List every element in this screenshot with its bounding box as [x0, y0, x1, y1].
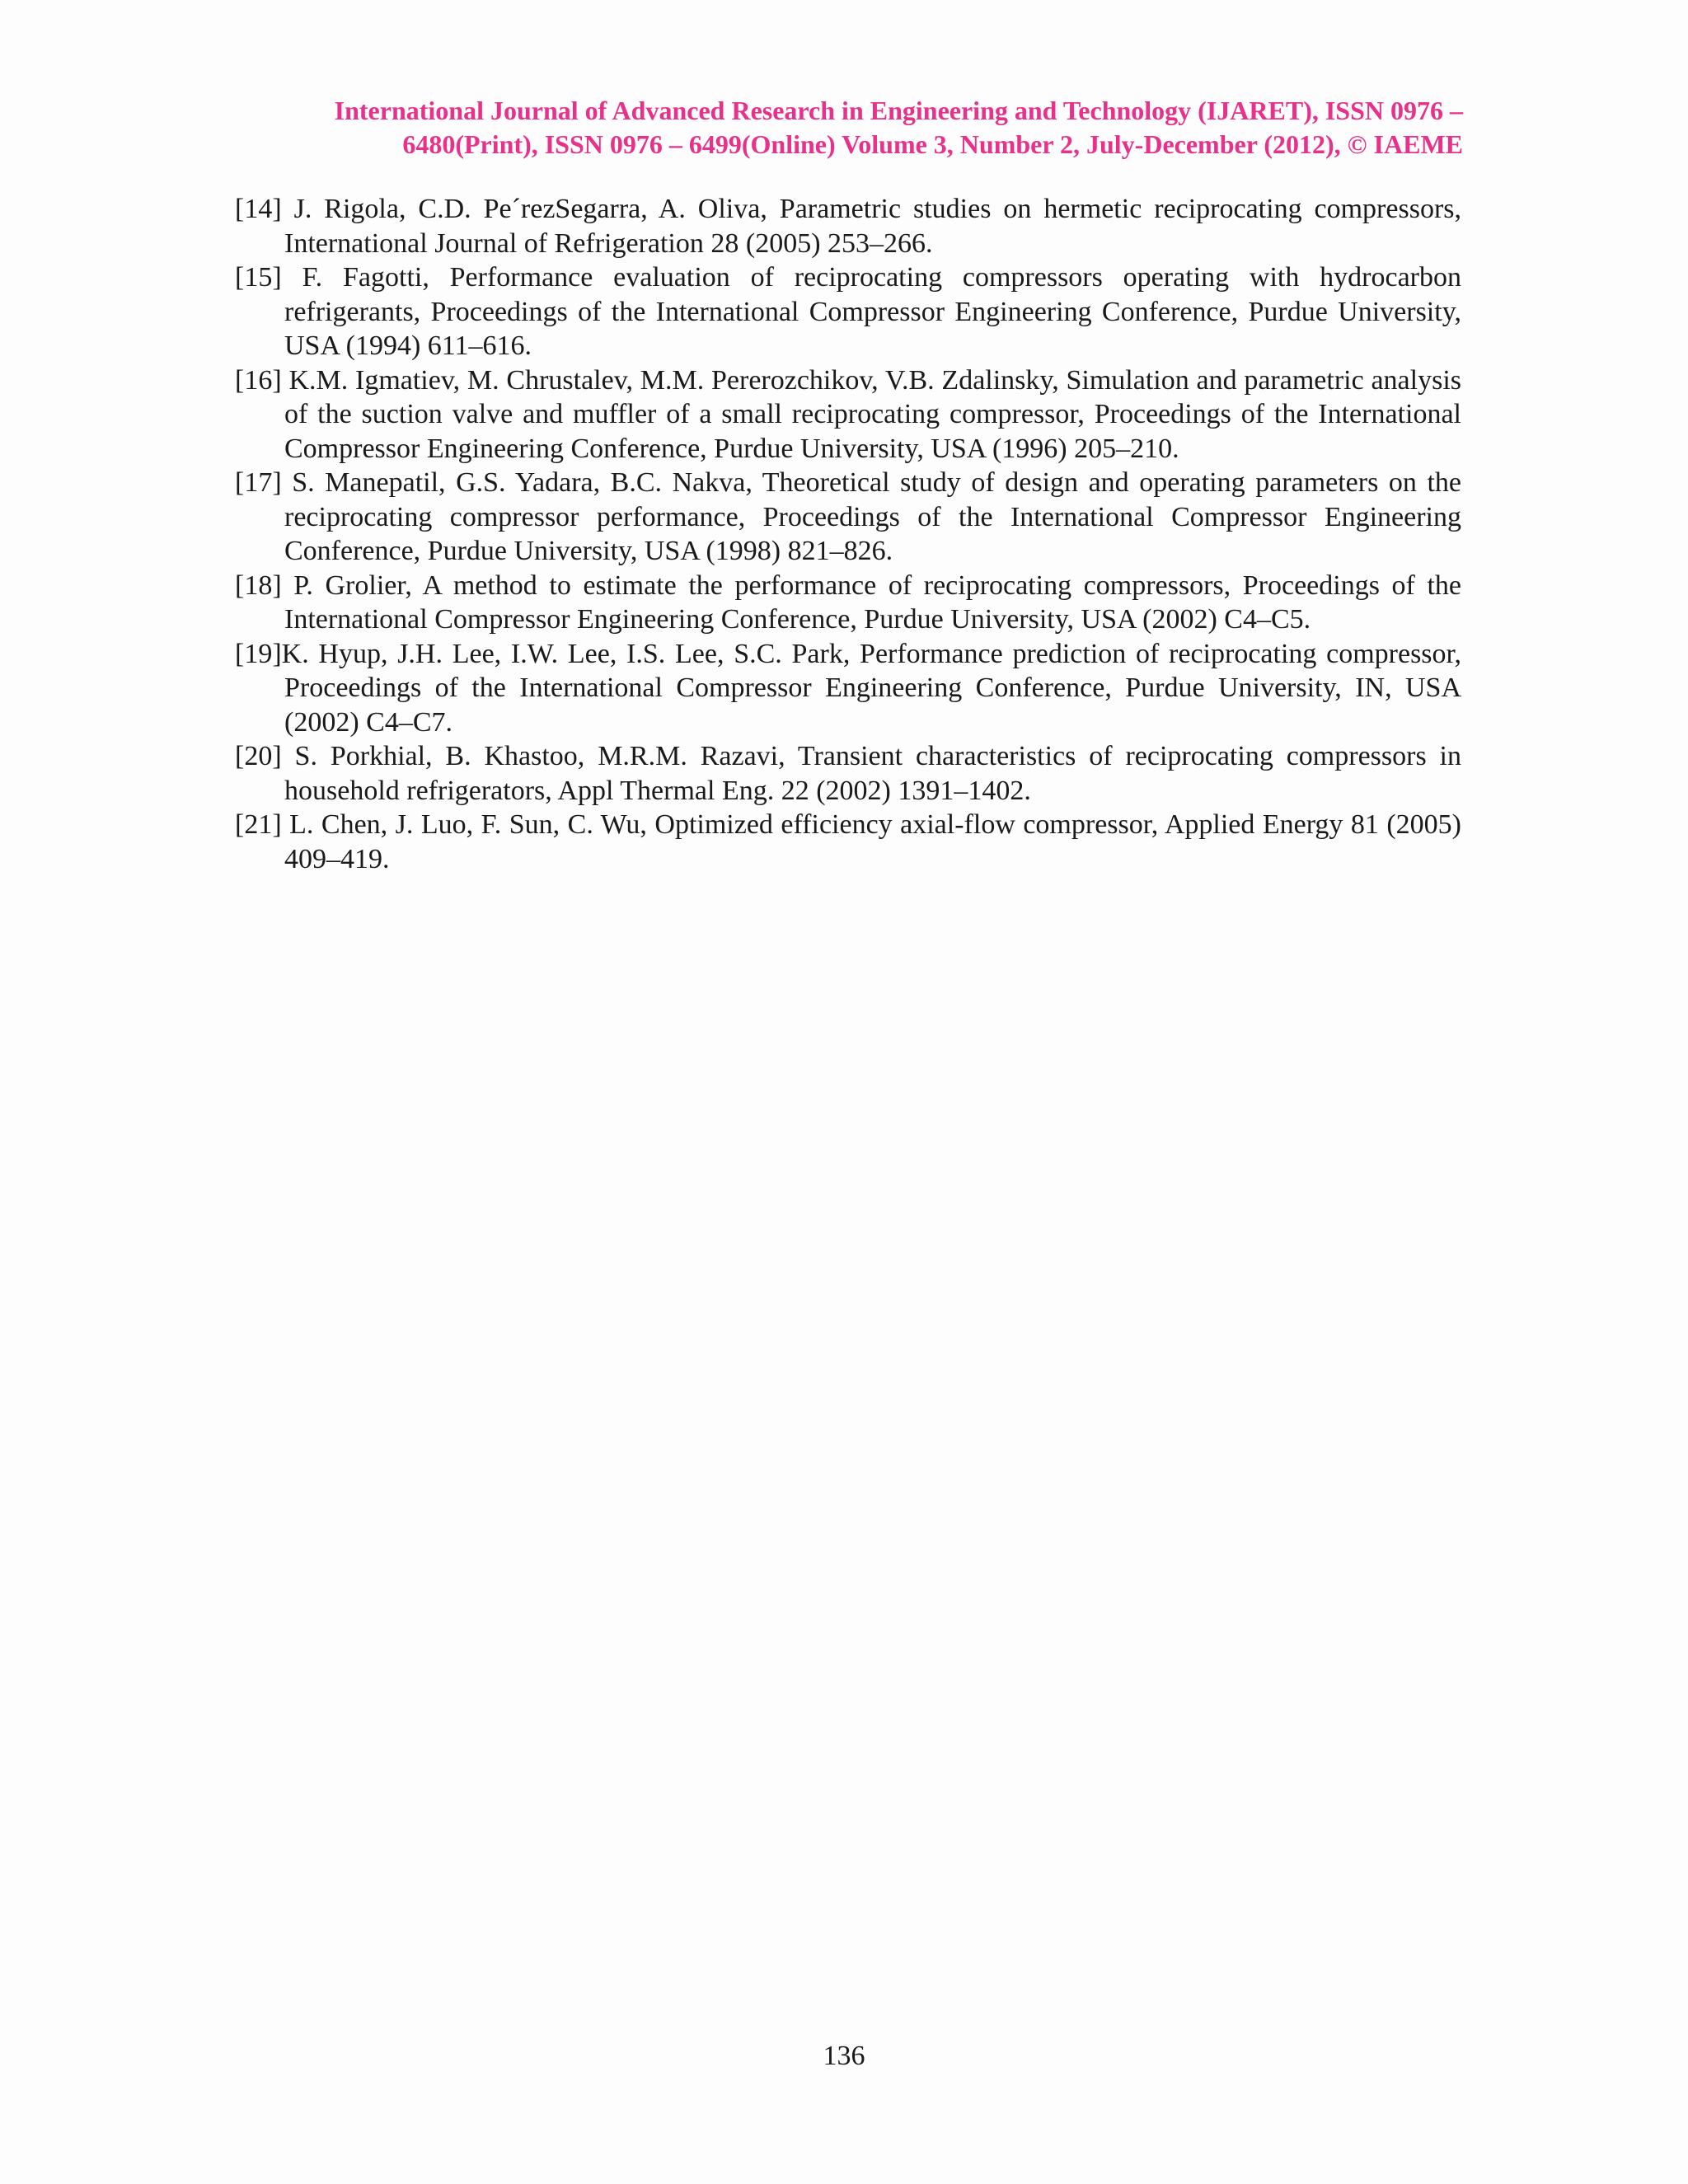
reference-text: L. Chen, J. Luo, F. Sun, C. Wu, Optimized efficiency axial-flow compressor, Applied Energy 81 (2005) 409–419. [284, 809, 1462, 874]
page-number: 136 [823, 2041, 865, 2071]
reference-item [235, 363, 1461, 466]
reference-text: F. Fagotti, Performance evaluation of reciprocating compressors operating with hydrocarbon refrigerants, Proceedings of the International Compressor Engineering Conference, Purdue University, USA (1994) 611–616. [284, 262, 1461, 361]
reference-item [235, 569, 1461, 637]
reference-text: S. Manepatil, G.S. Yadara, B.C. Nakva, Theoretical study of design and operating parameters on the reciprocating compressor performance, Proceedings of the International Compressor Engineering Conference, Purdue University, USA (1998) 821–826. [284, 467, 1461, 566]
reference-text: P. Grolier, A method to estimate the performance of reciprocating compressors, Proceedings of the International Compressor Engineering Conference, Purdue University, USA (2002) C4–C5. [284, 569, 1461, 635]
reference-number: [14] [235, 194, 282, 224]
reference-list [235, 192, 1461, 876]
reference-number: [18] [235, 569, 282, 601]
reference-number: [21] [235, 809, 282, 840]
reference-item [235, 637, 1461, 740]
reference-item [235, 466, 1461, 569]
reference-number: [16] [235, 364, 282, 396]
reference-text: K.M. Igmatiev, M. Chrustalev, M.M. Pererozchikov, V.B. Zdalinsky, Simulation and parametric analysis of the suction valve and muffler of a small reciprocating compressor, Proceedings of the International Compressor Engineering Conference, Purdue University, USA (1996) 205–210. [284, 364, 1461, 464]
reference-item [235, 739, 1461, 808]
journal-header-line-2: 6480(Print), ISSN 0976 – 6499(Online) Volume 3, Number 2, July-December (2012), © IAEME [402, 129, 1463, 159]
reference-number: [15] [235, 262, 282, 293]
reference-item [235, 192, 1461, 260]
reference-item [235, 260, 1461, 363]
reference-number: [17] [235, 467, 282, 498]
reference-item [235, 808, 1461, 876]
reference-text: S. Porkhial, B. Khastoo, M.R.M. Razavi, Transient characteristics of reciprocating compressors in household refrigerators, Appl Thermal Eng. 22 (2002) 1391–1402. [284, 741, 1461, 806]
reference-text: J. Rigola, C.D. Pe´rezSegarra, A. Oliva, Parametric studies on hermetic reciprocating compressors, International Journal of Refrigeration 28 (2005) 253–266. [284, 194, 1461, 259]
reference-text: K. Hyup, J.H. Lee, I.W. Lee, I.S. Lee, S.C. Park, Performance prediction of reciprocating compressor, Proceedings of the International Compressor Engineering Conference, Purdue University, IN, USA (2002) C4–C7. [281, 638, 1461, 738]
reference-number: [20] [235, 741, 282, 771]
journal-header-line-1: International Journal of Advanced Research in Engineering and Technology (IJARET), ISSN 0976 – [334, 96, 1463, 125]
journal-header [198, 94, 1463, 162]
reference-number: [19] [235, 638, 282, 669]
